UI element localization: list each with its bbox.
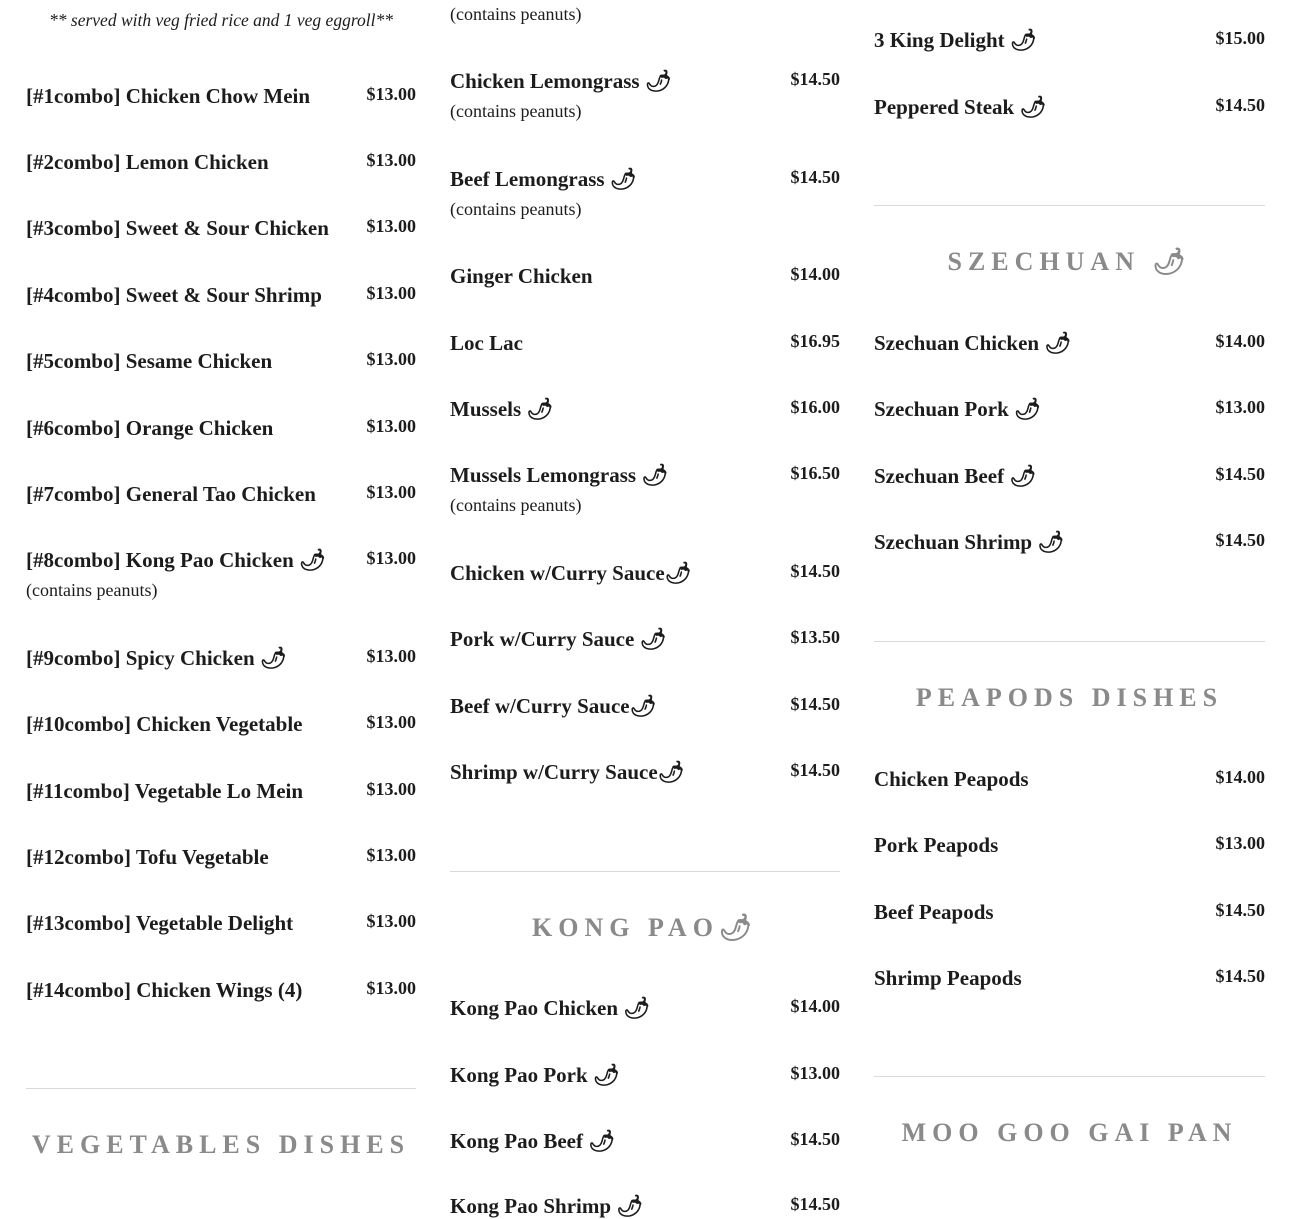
menu-item	[874, 767, 1265, 807]
section-title-peapods: PEAPODS DISHES	[915, 683, 1224, 712]
item-name: [#2combo] Lemon Chicken	[26, 150, 269, 174]
item-price: $13.00	[366, 283, 416, 303]
item-name: Loc Lac	[450, 331, 523, 355]
menu-item	[26, 482, 416, 522]
menu-column-specialties	[450, 0, 840, 1218]
item-name: Szechuan Chicken 🌶	[874, 331, 1072, 355]
item-name: Kong Pao Pork 🌶	[450, 1063, 620, 1087]
item-name: Mussels 🌶	[450, 397, 554, 421]
menu-item	[450, 397, 840, 437]
item-name: Ginger Chicken	[450, 264, 593, 288]
item-name: [#14combo] Chicken Wings (4)	[26, 978, 303, 1002]
menu-item	[450, 1194, 840, 1218]
menu-item	[26, 845, 416, 885]
menu-item	[874, 966, 1265, 1006]
menu-item	[874, 331, 1265, 371]
menu-item	[26, 646, 416, 686]
menu-item	[26, 416, 416, 456]
menu-column-combos	[26, 0, 416, 1205]
item-name: Mussels Lemongrass 🌶	[450, 463, 668, 487]
item-name: [#12combo] Tofu Vegetable	[26, 845, 269, 869]
section-divider	[874, 205, 1265, 206]
item-price: $13.00	[366, 712, 416, 732]
section-divider	[26, 1088, 416, 1089]
item-price: $14.50	[1215, 966, 1265, 986]
item-price: $14.50	[1215, 464, 1265, 484]
menu-item	[26, 84, 416, 124]
item-price: $13.00	[790, 1063, 840, 1083]
item-price: $13.00	[366, 646, 416, 666]
item-name: Pork w/Curry Sauce 🌶	[450, 627, 667, 651]
item-price: $16.50	[790, 463, 840, 483]
item-price: $14.50	[790, 561, 840, 581]
menu-item	[450, 264, 840, 304]
item-name: Szechuan Shrimp 🌶	[874, 530, 1065, 554]
item-note: (contains peanuts)	[450, 495, 582, 515]
item-name: [#10combo] Chicken Vegetable	[26, 712, 303, 736]
item-name: Kong Pao Beef 🌶	[450, 1129, 615, 1153]
item-name: Kong Pao Shrimp 🌶	[450, 1194, 643, 1218]
menu-item	[26, 216, 416, 256]
item-price: $13.00	[366, 779, 416, 799]
item-price: $13.00	[366, 978, 416, 998]
item-price: $14.50	[790, 1129, 840, 1149]
menu-item	[26, 548, 416, 600]
item-name: 3 King Delight 🌶	[874, 28, 1037, 52]
menu-item	[874, 530, 1265, 570]
menu-item	[450, 69, 840, 121]
item-price: $14.50	[790, 167, 840, 187]
menu-item	[26, 150, 416, 190]
menu-item	[450, 1129, 840, 1169]
menu-item	[450, 627, 840, 667]
item-name: [#6combo] Orange Chicken	[26, 416, 274, 440]
section-title-kong-pao: KONG PAO🌶	[532, 913, 758, 942]
menu-item	[450, 167, 840, 219]
item-price: $14.00	[790, 996, 840, 1016]
item-price: $14.50	[790, 694, 840, 714]
menu-item	[874, 900, 1265, 940]
item-price: $13.00	[366, 845, 416, 865]
item-price: $13.00	[366, 84, 416, 104]
item-price: $14.00	[1215, 331, 1265, 351]
section-divider	[450, 871, 840, 872]
item-name: Chicken Peapods	[874, 767, 1029, 791]
item-name: [#11combo] Vegetable Lo Mein	[26, 779, 304, 803]
item-price: $16.95	[790, 331, 840, 351]
item-price: $13.00	[366, 216, 416, 236]
item-name: Szechuan Beef 🌶	[874, 464, 1036, 488]
combo-intro-note: ** served with veg fried rice and 1 veg eggroll**	[49, 10, 393, 30]
item-price: $13.00	[1215, 833, 1265, 853]
item-note: (contains peanuts)	[26, 580, 158, 600]
item-name: Peppered Steak 🌶	[874, 95, 1047, 119]
section-divider	[874, 1076, 1265, 1077]
menu-item	[26, 349, 416, 389]
item-name: [#9combo] Spicy Chicken 🌶	[26, 646, 287, 670]
menu-item	[450, 463, 840, 515]
item-price: $14.50	[1215, 530, 1265, 550]
menu-item	[26, 911, 416, 951]
item-price: $13.00	[366, 482, 416, 502]
item-price: $14.00	[1215, 767, 1265, 787]
menu-item	[874, 397, 1265, 437]
item-name: Szechuan Pork 🌶	[874, 397, 1041, 421]
menu-item	[450, 694, 840, 734]
item-price: $15.00	[1215, 28, 1265, 48]
item-name: [#7combo] General Tao Chicken	[26, 482, 316, 506]
item-price: $13.00	[1215, 397, 1265, 417]
menu-item	[26, 978, 416, 1018]
item-price: $14.50	[1215, 95, 1265, 115]
item-name: [#4combo] Sweet & Sour Shrimp	[26, 283, 322, 307]
item-price: $16.00	[790, 397, 840, 417]
item-price: $14.50	[790, 69, 840, 89]
item-price: $13.00	[366, 548, 416, 568]
item-note: (contains peanuts)	[450, 101, 582, 121]
section-title-moo-goo-gai-pan: MOO GOO GAI PAN	[901, 1118, 1238, 1147]
menu-item	[874, 95, 1265, 135]
menu-item	[26, 779, 416, 819]
item-name: Beef Lemongrass 🌶	[450, 167, 637, 191]
item-name: Chicken Lemongrass 🌶	[450, 69, 672, 93]
item-name: Beef w/Curry Sauce🌶	[450, 694, 657, 718]
item-name: [#1combo] Chicken Chow Mein	[26, 84, 311, 108]
item-name: Beef Peapods	[874, 900, 994, 924]
item-name: Shrimp w/Curry Sauce🌶	[450, 760, 685, 784]
item-price: $13.00	[366, 416, 416, 436]
menu-item	[450, 331, 840, 371]
menu-column-sauces	[874, 0, 1265, 1205]
item-price: $13.50	[790, 627, 840, 647]
item-name: Kong Pao Chicken 🌶	[450, 996, 650, 1020]
item-name: Pork Peapods	[874, 833, 999, 857]
item-name: [#5combo] Sesame Chicken	[26, 349, 273, 373]
menu-item	[874, 464, 1265, 504]
item-price: $14.50	[1215, 900, 1265, 920]
item-name: Shrimp Peapods	[874, 966, 1022, 990]
section-title-szechuan: SZECHUAN 🌶	[947, 247, 1192, 276]
item-price: $14.50	[790, 760, 840, 780]
menu-item	[874, 833, 1265, 873]
item-price: $13.00	[366, 150, 416, 170]
section-divider	[874, 641, 1265, 642]
item-price: $13.00	[366, 349, 416, 369]
item-note: (contains peanuts)	[450, 199, 582, 219]
section-title-vegetables: VEGETABLES DISHES	[31, 1130, 411, 1159]
item-name: [#3combo] Sweet & Sour Chicken	[26, 216, 329, 240]
menu-item	[450, 561, 840, 601]
item-note: (contains peanuts)	[450, 4, 582, 24]
menu-item	[450, 760, 840, 800]
menu-item	[874, 28, 1265, 68]
item-price: $14.50	[790, 1194, 840, 1214]
item-name: [#13combo] Vegetable Delight	[26, 911, 294, 935]
item-name: Chicken w/Curry Sauce🌶	[450, 561, 692, 585]
menu-item	[26, 283, 416, 323]
menu-item	[26, 712, 416, 752]
item-price: $14.00	[790, 264, 840, 284]
menu-item	[450, 1063, 840, 1103]
menu-item	[450, 996, 840, 1036]
item-price: $13.00	[366, 911, 416, 931]
item-name: [#8combo] Kong Pao Chicken 🌶	[26, 548, 326, 572]
